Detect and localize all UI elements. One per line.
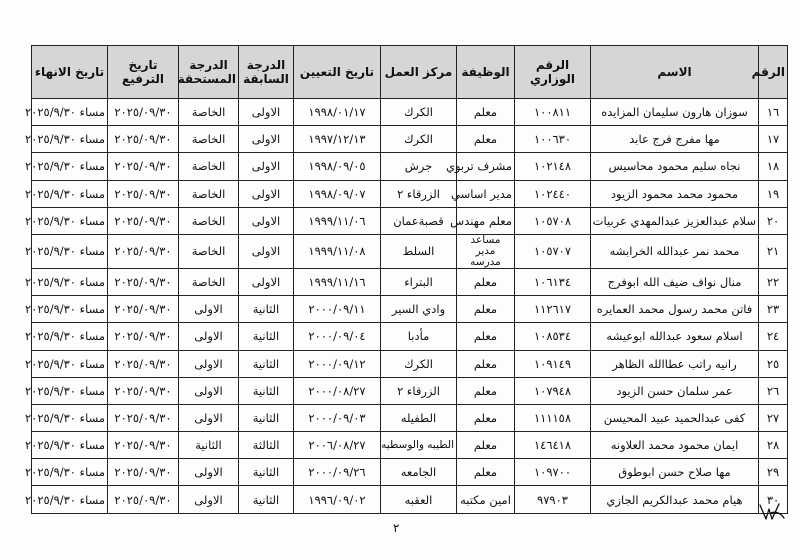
table-row [32, 323, 788, 350]
cell-due-grade: الخاصة [179, 180, 239, 207]
cell-ministry-no: ١٠٠٨١١ [515, 99, 591, 126]
cell-prev-grade: الثانية [239, 404, 294, 431]
cell-prev-grade: الاولى [239, 234, 294, 268]
cell-seq: ٢٢ [759, 268, 788, 295]
table-row [32, 234, 788, 268]
cell-ministry-no: ١٠٧٩٤٨ [515, 377, 591, 404]
cell-job: معلم [457, 459, 515, 486]
cell-ministry-no: ١٠٩١٤٩ [515, 350, 591, 377]
cell-job: معلم [457, 268, 515, 295]
cell-work-center: الزرقاء ٢ [381, 180, 457, 207]
cell-due-grade: الاولى [179, 350, 239, 377]
cell-end-date: مساء ٢٠٢٥/٩/٣٠ [32, 153, 108, 180]
cell-ministry-no: ١٠٨٥٣٤ [515, 323, 591, 350]
cell-job: معلم [457, 432, 515, 459]
cell-ministry-no: ١٤٦٤١٨ [515, 432, 591, 459]
cell-name: ايمان محمود محمد العلاونه [591, 432, 759, 459]
cell-appointment-date: ١٩٩٦/٠٩/٠٢ [294, 486, 381, 513]
cell-name: سلام عبدالعزيز عبدالمهدي عربيات [591, 207, 759, 234]
cell-work-center: الكرك [381, 99, 457, 126]
cell-prev-grade: الاولى [239, 99, 294, 126]
cell-end-date: مساء ٢٠٢٥/٩/٣٠ [32, 486, 108, 513]
cell-work-center: الطيبه والوسطيه [381, 432, 457, 459]
cell-promotion-date: ٢٠٢٥/٠٩/٣٠ [108, 234, 179, 268]
cell-promotion-date: ٢٠٢٥/٠٩/٣٠ [108, 432, 179, 459]
cell-job: معلم [457, 350, 515, 377]
table-row [32, 268, 788, 295]
cell-ministry-no: ١٠٢٤٤٠ [515, 180, 591, 207]
header-end-date: تاريخ الانهاء [32, 46, 108, 99]
cell-seq: ١٨ [759, 153, 788, 180]
cell-ministry-no: ١٠٠٦٣٠ [515, 126, 591, 153]
cell-due-grade: الثانية [179, 432, 239, 459]
cell-end-date: مساء ٢٠٢٥/٩/٣٠ [32, 234, 108, 268]
signature-mark [757, 499, 787, 525]
cell-end-date: مساء ٢٠٢٥/٩/٣٠ [32, 459, 108, 486]
cell-appointment-date: ٢٠٠٠/٠٩/٢٦ [294, 459, 381, 486]
cell-due-grade: الاولى [179, 296, 239, 323]
cell-due-grade: الاولى [179, 323, 239, 350]
cell-name: هيام محمد عبدالكريم الجازي [591, 486, 759, 513]
cell-appointment-date: ١٩٩٨/٠١/١٧ [294, 99, 381, 126]
table-row [32, 350, 788, 377]
cell-due-grade: الخاصة [179, 268, 239, 295]
cell-name: مها مفرج فرج عابد [591, 126, 759, 153]
cell-job: امين مكتبه [457, 486, 515, 513]
cell-promotion-date: ٢٠٢٥/٠٩/٣٠ [108, 296, 179, 323]
cell-appointment-date: ١٩٩٨/٠٩/٠٧ [294, 180, 381, 207]
cell-end-date: مساء ٢٠٢٥/٩/٣٠ [32, 207, 108, 234]
table-row [32, 99, 788, 126]
cell-job: مساعد مدير مدرسه [457, 234, 515, 268]
cell-end-date: مساء ٢٠٢٥/٩/٣٠ [32, 268, 108, 295]
cell-seq: ٢٦ [759, 377, 788, 404]
cell-promotion-date: ٢٠٢٥/٠٩/٣٠ [108, 350, 179, 377]
cell-promotion-date: ٢٠٢٥/٠٩/٣٠ [108, 268, 179, 295]
cell-end-date: مساء ٢٠٢٥/٩/٣٠ [32, 180, 108, 207]
cell-prev-grade: الثالثة [239, 432, 294, 459]
cell-seq: ١٩ [759, 180, 788, 207]
cell-appointment-date: ٢٠٠٠/٠٩/١١ [294, 296, 381, 323]
cell-appointment-date: ٢٠٠٠/٠٨/٢٧ [294, 377, 381, 404]
cell-seq: ١٦ [759, 99, 788, 126]
header-name: الاسم [591, 46, 759, 99]
cell-job: معلم [457, 296, 515, 323]
table-row [32, 459, 788, 486]
cell-job: مدير اساسي [457, 180, 515, 207]
cell-end-date: مساء ٢٠٢٥/٩/٣٠ [32, 350, 108, 377]
cell-work-center: قصبةعمان [381, 207, 457, 234]
cell-prev-grade: الثانية [239, 323, 294, 350]
cell-name: كفى عبدالحميد عبيد المحيسن [591, 404, 759, 431]
cell-seq: ٢٧ [759, 404, 788, 431]
cell-due-grade: الخاصة [179, 153, 239, 180]
header-prev-grade: الدرجة السابقة [239, 46, 294, 99]
cell-work-center: الجامعه [381, 459, 457, 486]
cell-job: معلم [457, 323, 515, 350]
cell-due-grade: الاولى [179, 377, 239, 404]
cell-end-date: مساء ٢٠٢٥/٩/٣٠ [32, 323, 108, 350]
cell-promotion-date: ٢٠٢٥/٠٩/٣٠ [108, 126, 179, 153]
table-header-row [32, 46, 788, 99]
cell-name: رانيه راتب عطاالله الظاهر [591, 350, 759, 377]
cell-ministry-no: ١١٢٦١٧ [515, 296, 591, 323]
cell-prev-grade: الاولى [239, 180, 294, 207]
cell-promotion-date: ٢٠٢٥/٠٩/٣٠ [108, 153, 179, 180]
cell-name: سوزان هارون سليمان المزايده [591, 99, 759, 126]
cell-work-center: الزرقاء ٢ [381, 377, 457, 404]
cell-job: معلم [457, 404, 515, 431]
cell-appointment-date: ٢٠٠٦/٠٨/٢٧ [294, 432, 381, 459]
cell-name: مها صلاح حسن ابوطوق [591, 459, 759, 486]
cell-job: معلم [457, 377, 515, 404]
cell-work-center: السلط [381, 234, 457, 268]
cell-work-center: مأدبا [381, 323, 457, 350]
cell-promotion-date: ٢٠٢٥/٠٩/٣٠ [108, 377, 179, 404]
cell-end-date: مساء ٢٠٢٥/٩/٣٠ [32, 404, 108, 431]
cell-prev-grade: الاولى [239, 153, 294, 180]
cell-seq: ٢١ [759, 234, 788, 268]
header-seq: الرقم [759, 46, 788, 99]
cell-ministry-no: ١٠٢١٤٨ [515, 153, 591, 180]
cell-ministry-no: ١٠٦١٣٤ [515, 268, 591, 295]
cell-due-grade: الاولى [179, 486, 239, 513]
cell-promotion-date: ٢٠٢٥/٠٩/٣٠ [108, 180, 179, 207]
header-work-center: مركز العمل [381, 46, 457, 99]
table-row [32, 207, 788, 234]
cell-due-grade: الخاصة [179, 99, 239, 126]
header-promotion-date: تاريخ الترفيع [108, 46, 179, 99]
cell-promotion-date: ٢٠٢٥/٠٩/٣٠ [108, 323, 179, 350]
cell-job: معلم [457, 99, 515, 126]
cell-prev-grade: الاولى [239, 207, 294, 234]
cell-appointment-date: ١٩٩٩/١١/٠٨ [294, 234, 381, 268]
table-row [32, 377, 788, 404]
cell-end-date: مساء ٢٠٢٥/٩/٣٠ [32, 377, 108, 404]
cell-job: مشرف تربوي [457, 153, 515, 180]
cell-promotion-date: ٢٠٢٥/٠٩/٣٠ [108, 404, 179, 431]
cell-seq: ٢٨ [759, 432, 788, 459]
promotion-table [25, 45, 788, 514]
cell-end-date: مساء ٢٠٢٥/٩/٣٠ [32, 296, 108, 323]
cell-seq: ٢٥ [759, 350, 788, 377]
cell-end-date: مساء ٢٠٢٥/٩/٣٠ [32, 126, 108, 153]
cell-due-grade: الاولى [179, 404, 239, 431]
cell-job: معلم مهندس [457, 207, 515, 234]
cell-promotion-date: ٢٠٢٥/٠٩/٣٠ [108, 99, 179, 126]
cell-appointment-date: ٢٠٠٠/٠٩/٠٣ [294, 404, 381, 431]
cell-name: محمد نمر عبدالله الخرابشه [591, 234, 759, 268]
cell-prev-grade: الاولى [239, 268, 294, 295]
cell-job: معلم [457, 126, 515, 153]
cell-promotion-date: ٢٠٢٥/٠٩/٣٠ [108, 207, 179, 234]
cell-seq: ٢٠ [759, 207, 788, 234]
cell-name: عمر سلمان حسن الزيود [591, 377, 759, 404]
cell-appointment-date: ١٩٩٩/١١/١٦ [294, 268, 381, 295]
cell-appointment-date: ٢٠٠٠/٠٩/١٢ [294, 350, 381, 377]
header-job: الوظيفة [457, 46, 515, 99]
cell-prev-grade: الثانية [239, 459, 294, 486]
cell-prev-grade: الثانية [239, 350, 294, 377]
cell-name: اسلام سعود عبدالله ابوعيشه [591, 323, 759, 350]
header-due-grade: الدرجة المستحقة [179, 46, 239, 99]
table-row [32, 404, 788, 431]
table-row [32, 432, 788, 459]
table-row [32, 153, 788, 180]
cell-promotion-date: ٢٠٢٥/٠٩/٣٠ [108, 459, 179, 486]
cell-due-grade: الاولى [179, 459, 239, 486]
cell-appointment-date: ٢٠٠٠/٠٩/٠٤ [294, 323, 381, 350]
cell-ministry-no: ١٠٩٧٠٠ [515, 459, 591, 486]
cell-work-center: العقبه [381, 486, 457, 513]
cell-work-center: البتراء [381, 268, 457, 295]
table-row [32, 486, 788, 513]
cell-prev-grade: الثانية [239, 486, 294, 513]
cell-appointment-date: ١٩٩٩/١١/٠٦ [294, 207, 381, 234]
cell-ministry-no: ١٠٥٧٠٧ [515, 234, 591, 268]
cell-appointment-date: ١٩٩٨/٠٩/٠٥ [294, 153, 381, 180]
table-row [32, 126, 788, 153]
cell-work-center: الطفيله [381, 404, 457, 431]
cell-appointment-date: ١٩٩٧/١٢/١٣ [294, 126, 381, 153]
cell-seq: ٢٩ [759, 459, 788, 486]
cell-promotion-date: ٢٠٢٥/٠٩/٣٠ [108, 486, 179, 513]
cell-end-date: مساء ٢٠٢٥/٩/٣٠ [32, 99, 108, 126]
cell-name: نجاه سليم محمود محاسيس [591, 153, 759, 180]
cell-seq: ٢٣ [759, 296, 788, 323]
cell-work-center: الكرك [381, 350, 457, 377]
cell-seq: ١٧ [759, 126, 788, 153]
table-row [32, 180, 788, 207]
cell-prev-grade: الثانية [239, 296, 294, 323]
cell-work-center: جرش [381, 153, 457, 180]
cell-end-date: مساء ٢٠٢٥/٩/٣٠ [32, 432, 108, 459]
cell-ministry-no: ١٠٥٧٠٨ [515, 207, 591, 234]
cell-seq: ٢٤ [759, 323, 788, 350]
cell-seq: ٣٠ [759, 486, 788, 513]
cell-name: فاتن محمد رسول محمد العمايره [591, 296, 759, 323]
page-number: ٢ [393, 521, 400, 535]
header-ministry-no: الرقم الوزاري [515, 46, 591, 99]
cell-ministry-no: ١١١١٥٨ [515, 404, 591, 431]
cell-name: محمود محمد محمود الزيود [591, 180, 759, 207]
cell-due-grade: الخاصة [179, 126, 239, 153]
cell-ministry-no: ٩٧٩٠٣ [515, 486, 591, 513]
table-row [32, 296, 788, 323]
cell-work-center: وادي السير [381, 296, 457, 323]
cell-prev-grade: الاولى [239, 126, 294, 153]
cell-due-grade: الخاصة [179, 207, 239, 234]
header-appointment-date: تاريخ التعيين [294, 46, 381, 99]
cell-prev-grade: الثانية [239, 377, 294, 404]
cell-due-grade: الخاصة [179, 234, 239, 268]
cell-name: منال نواف ضيف الله ابوفرج [591, 268, 759, 295]
cell-work-center: الكرك [381, 126, 457, 153]
